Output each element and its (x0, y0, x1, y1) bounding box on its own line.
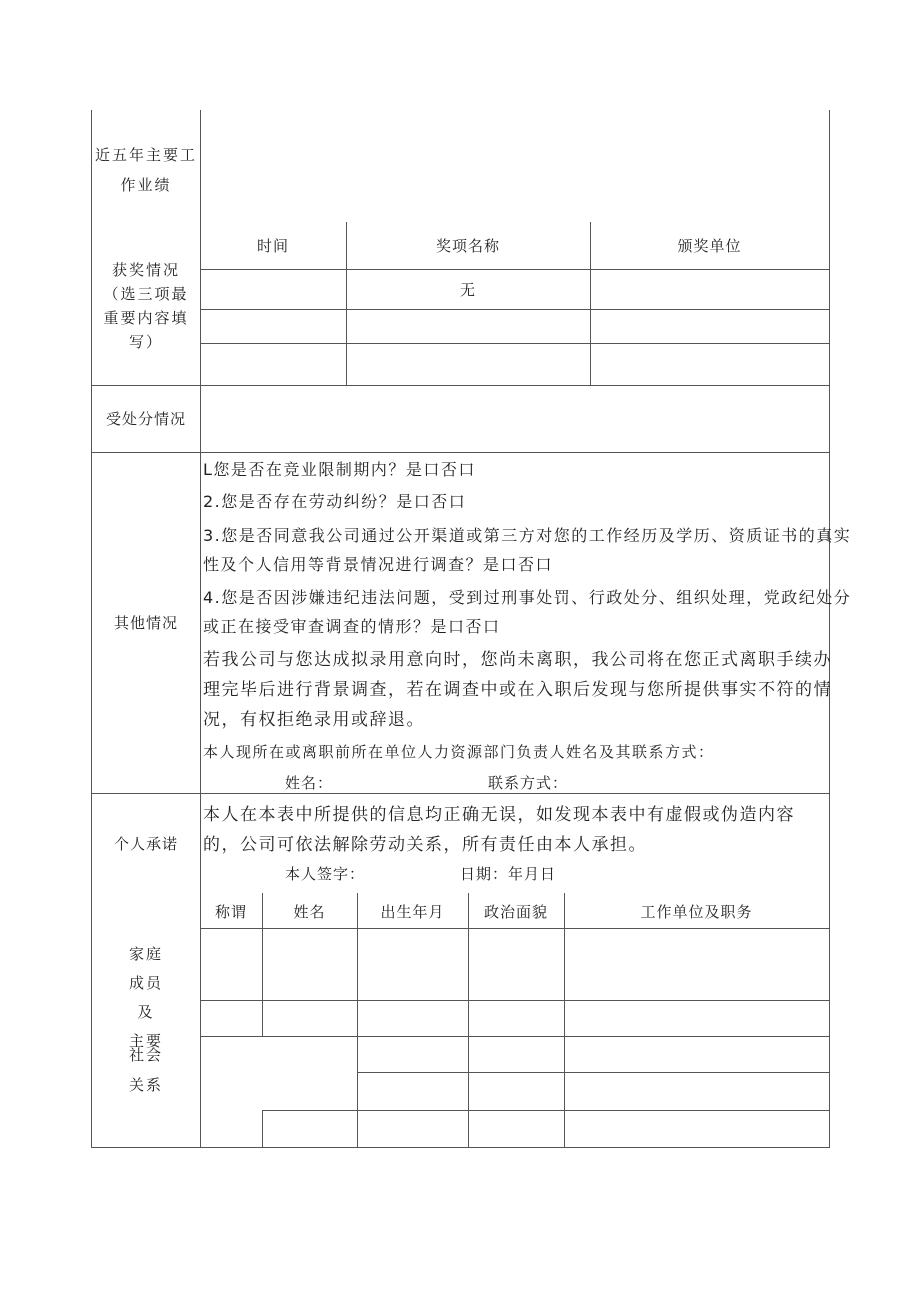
row-line (91, 385, 830, 386)
row-line (200, 1000, 830, 1001)
other-question: 2.您是否存在劳动纠纷？是口否口 (203, 492, 467, 511)
family-header-political: 政治面貌 (483, 903, 548, 921)
row-line (200, 928, 830, 929)
date-label: 日期：年月日 (460, 865, 557, 883)
promise-text: 的，公司可依法解除劳动关系，所有责任由本人承担。 (203, 835, 647, 855)
awards-label: 获奖情况 （选三项最 重要内容填 写） (103, 261, 189, 351)
punishment-label: 受处分情况 (105, 410, 186, 428)
table-border (829, 110, 830, 1148)
family-label-top: 家庭 成员 及 主要 (128, 945, 163, 1050)
row-line (200, 343, 830, 344)
hr-name-label: 姓名： (285, 774, 334, 792)
label-column-divider (200, 110, 201, 1148)
family-header-birth: 出生年月 (380, 903, 445, 921)
row-line (357, 1072, 830, 1073)
family-header-work: 工作单位及职务 (640, 903, 753, 921)
other-question: 或正在接受审查调查的情形？是口否口 (203, 617, 501, 636)
row-line (200, 269, 830, 270)
awards-header-name: 奖项名称 (435, 237, 500, 255)
awards-header-time: 时间 (256, 237, 289, 255)
other-question: L您是否在竞业限制期内？是口否口 (203, 460, 476, 479)
table-border (91, 1147, 830, 1148)
other-notice: 理完毕后进行背景调查，若在调查中或在入职后发现与您所提供事实不符的情 (203, 680, 832, 700)
signature-label: 本人签字： (285, 865, 366, 883)
family-header-relation: 称谓 (214, 903, 247, 921)
col-line (262, 1110, 263, 1147)
other-label: 其他情况 (113, 614, 178, 632)
other-question: 3.您是否同意我公司通过公开渠道或第三方对您的工作经历及学历、资质证书的真实 (203, 526, 852, 545)
col-line (468, 893, 469, 1147)
row-line (262, 1110, 830, 1111)
other-question: 性及个人信用等背景情况进行调查？是口否口 (203, 555, 554, 574)
awards-cell[interactable]: 无 (459, 281, 476, 299)
family-header-name: 姓名 (293, 903, 326, 921)
col-line (357, 893, 358, 1147)
row-line (91, 793, 830, 794)
awards-header-issuer: 颁奖单位 (677, 237, 742, 255)
other-notice: 况，有权拒绝录用或辞退。 (203, 710, 425, 730)
col-line (564, 893, 565, 1147)
row-line (91, 452, 830, 453)
row-line (200, 1036, 830, 1037)
hr-contact-label: 联系方式： (488, 774, 569, 792)
promise-text: 本人在本表中所提供的信息均正确无误，如发现本表中有虚假或伪造内容 (203, 805, 795, 825)
other-question: 4.您是否因涉嫌违纪违法问题，受到过刑事处罚、行政处分、组织处理，党政纪处分 (203, 588, 852, 607)
row-line (200, 309, 830, 310)
other-notice: 若我公司与您达成拟录用意向时，您尚未离职，我公司将在您正式离职手续办 (203, 650, 832, 670)
other-notice: 本人现所在或离职前所在单位人力资源部门负责人姓名及其联系方式： (203, 743, 715, 761)
promise-label: 个人承诺 (113, 835, 178, 853)
family-label-bottom: 社会 关系 (128, 1046, 163, 1094)
work-achievements-label: 近五年主要工 作业绩 (94, 146, 197, 194)
